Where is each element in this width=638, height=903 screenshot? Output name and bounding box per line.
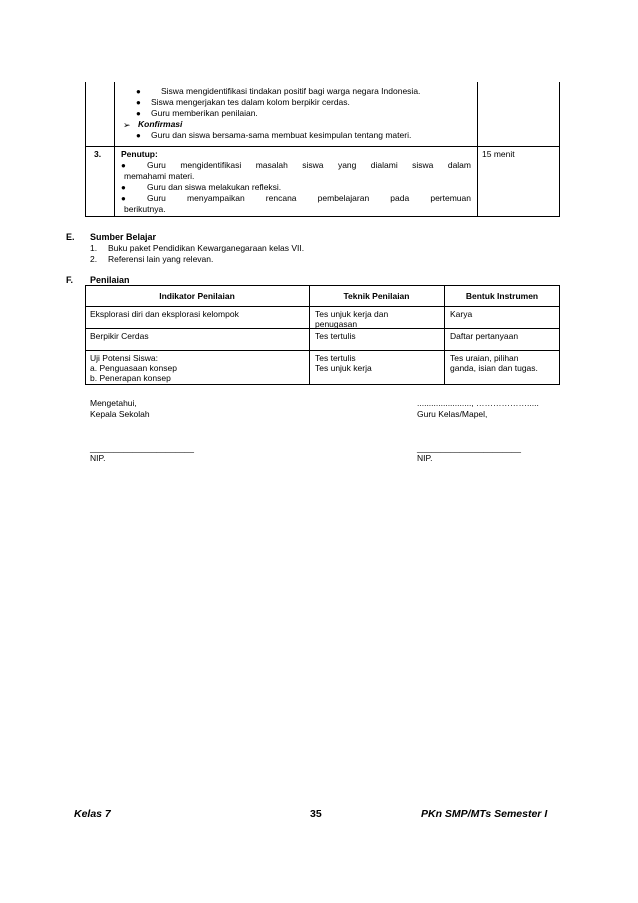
- arrow-bullet-icon: ➢: [123, 120, 131, 130]
- konfirmasi-label: Konfirmasi: [138, 119, 183, 129]
- section-letter: F.: [66, 275, 74, 285]
- footer-class-label: Kelas 7: [74, 808, 111, 820]
- column-header: Indikator Penilaian: [159, 291, 235, 301]
- table-cell: b. Penerapan konsep: [90, 373, 171, 383]
- signature-left-role: Kepala Sekolah: [90, 409, 150, 419]
- table-cell: Tes tertulis: [315, 353, 356, 363]
- column-header: Teknik Penilaian: [343, 291, 410, 301]
- list-number: 1.: [90, 243, 98, 253]
- list-item: Guru dan siswa bersama-sama membuat kesimpulan tentang materi.: [151, 130, 412, 140]
- table-cell: Tes tertulis: [315, 331, 356, 341]
- list-number: 2.: [90, 254, 98, 264]
- table-cell: Uji Potensi Siswa:: [90, 353, 159, 363]
- signature-left-nip: NIP.: [90, 453, 106, 463]
- table-cell: a. Penguasaan konsep: [90, 363, 177, 373]
- list-item: Guru mengidentifikasi masalah siswa yang dialami siswa dalam: [147, 160, 471, 170]
- section-title: Penilaian: [90, 275, 130, 285]
- table-cell: Karya: [450, 309, 473, 319]
- table-cell: Tes unjuk kerja: [315, 363, 372, 373]
- table-cell: Tes uraian, pilihan: [450, 353, 519, 363]
- list-item: Referensi lain yang relevan.: [108, 254, 214, 264]
- list-item: Guru memberikan penilaian.: [151, 108, 258, 118]
- list-item: Siswa mengerjakan tes dalam kolom berpikir cerdas.: [151, 97, 350, 107]
- kegiatan-table: [85, 82, 560, 217]
- signature-right-place-date: ......................., ……………….....: [417, 398, 539, 408]
- bullet-icon: ●: [121, 194, 126, 203]
- list-item: Guru dan siswa melakukan refleksi.: [147, 182, 282, 192]
- penilaian-table: [85, 285, 560, 385]
- table-cell: ganda, isian dan tugas.: [450, 363, 538, 373]
- bullet-icon: ●: [136, 87, 141, 96]
- bullet-icon: ●: [121, 161, 126, 170]
- list-item: Buku paket Pendidikan Kewarganegaraan kelas VII.: [108, 243, 305, 253]
- list-item-cont: berikutnya.: [124, 204, 166, 214]
- signature-left-greeting: Mengetahui,: [90, 398, 137, 408]
- column-header: Bentuk Instrumen: [465, 291, 539, 301]
- bullet-icon: ●: [136, 131, 141, 140]
- table-cell: Daftar pertanyaan: [450, 331, 519, 341]
- signature-right-line: ______________________: [417, 443, 522, 453]
- signature-left-line: ______________________: [90, 443, 195, 453]
- bullet-icon: ●: [121, 183, 126, 192]
- list-item-cont: memahami materi.: [124, 171, 195, 181]
- signature-right-role: Guru Kelas/Mapel,: [417, 409, 488, 419]
- table-cell: Eksplorasi diri dan eksplorasi kelompok: [90, 309, 239, 319]
- table-cell: Tes unjuk kerja dan: [315, 309, 389, 319]
- section-title: Sumber Belajar: [90, 232, 157, 242]
- table-cell: penugasan: [315, 319, 358, 329]
- section-letter: E.: [66, 232, 75, 242]
- time-allocation: 15 menit: [482, 149, 515, 159]
- list-item: Siswa mengidentifikasi tindakan positif bagi warga negara Indonesia.: [161, 86, 421, 96]
- bullet-icon: ●: [136, 109, 141, 118]
- penutup-title: Penutup:: [121, 149, 158, 159]
- list-item: Guru menyampaikan rencana pembelajaran pada pertemuan: [147, 193, 471, 203]
- bullet-icon: ●: [136, 98, 141, 107]
- row-number: 3.: [94, 149, 102, 159]
- table-cell: Berpikir Cerdas: [90, 331, 149, 341]
- signature-right-nip: NIP.: [417, 453, 433, 463]
- page-number: 35: [310, 808, 322, 820]
- footer-subject-label: PKn SMP/MTs Semester I: [421, 808, 548, 820]
